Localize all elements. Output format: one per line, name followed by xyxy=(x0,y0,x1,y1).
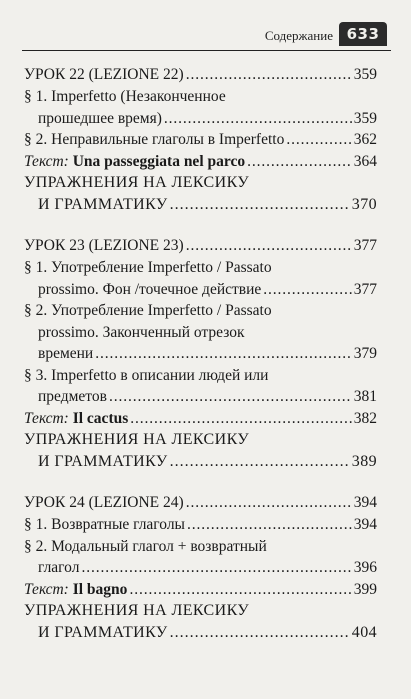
section-entry-last-line xyxy=(24,557,377,579)
section-entry-text: глагол xyxy=(38,559,80,576)
section-entry-text: § 2. Неправильные глаголы в Imperfetto xyxy=(24,131,285,148)
section-entry-last-line xyxy=(24,343,377,365)
exercise-line xyxy=(24,600,377,622)
exercise-page: 370 xyxy=(351,195,377,213)
text-name: Il bagno xyxy=(72,580,128,598)
lesson-heading-page: 377 xyxy=(353,237,377,254)
exercise-page: 389 xyxy=(351,452,377,470)
exercise-text: УПРАЖНЕНИЯ НА ЛЕКСИКУ xyxy=(24,431,250,448)
section-entry-last-line xyxy=(24,129,377,151)
leader-dots xyxy=(186,64,352,86)
section-entry-line: § 3. Imperfetto в описании людей или xyxy=(24,366,269,384)
text-name: Il cactus xyxy=(72,409,129,427)
section-entry-page: 377 xyxy=(353,280,377,298)
exercise-page: 404 xyxy=(351,623,377,641)
text-entry-title xyxy=(24,151,245,173)
lesson-heading-label: УРОК 22 (LEZIONE 22) xyxy=(24,66,184,83)
section-entry-line: § 1. Употребление Imperfetto / Passato xyxy=(24,259,272,276)
leader-dots xyxy=(187,514,352,536)
section-entry[interactable] xyxy=(24,514,377,536)
section-entry[interactable] xyxy=(24,86,377,129)
exercise-line xyxy=(24,429,377,451)
page-number-badge: 633 xyxy=(339,22,387,46)
text-entry[interactable] xyxy=(24,408,377,430)
leader-dots xyxy=(263,279,351,301)
section-entry-text: § 1. Возвратные глаголы xyxy=(24,516,185,533)
section-entry[interactable] xyxy=(24,257,377,300)
exercise-text: УПРАЖНЕНИЯ НА ЛЕКСИКУ xyxy=(24,602,250,619)
section-entry[interactable] xyxy=(24,365,377,408)
exercise-text: И ГРАММАТИКУ xyxy=(38,623,168,641)
section-entry[interactable] xyxy=(24,300,377,365)
section-entry-last-line xyxy=(24,279,377,301)
text-entry-page: 382 xyxy=(353,409,377,427)
lesson-heading-page: 359 xyxy=(353,66,377,83)
lesson-heading-label: УРОК 23 (LEZIONE 23) xyxy=(24,237,184,254)
leader-dots xyxy=(130,408,351,430)
page-header xyxy=(22,22,391,51)
section-entry-text: времени xyxy=(38,345,94,362)
section-entry-text: prossimo. Фон /точечное действие xyxy=(38,280,262,298)
exercise-text: И ГРАММАТИКУ xyxy=(38,452,168,470)
leader-dots xyxy=(186,235,352,257)
lesson-section xyxy=(24,492,377,643)
leader-dots xyxy=(170,194,350,216)
section-entry-page: 396 xyxy=(353,559,377,576)
leader-dots xyxy=(170,451,350,473)
section-entry[interactable] xyxy=(24,129,377,151)
text-entry-page: 364 xyxy=(353,152,377,170)
section-entry[interactable] xyxy=(24,536,377,579)
lesson-section xyxy=(24,235,377,472)
text-entry-page: 399 xyxy=(353,580,377,598)
exercise-text: УПРАЖНЕНИЯ НА ЛЕКСИКУ xyxy=(24,174,250,191)
section-entry-line: § 1. Imperfetto (Незаконченное xyxy=(24,88,226,105)
exercise-text: И ГРАММАТИКУ xyxy=(38,195,168,213)
leader-dots xyxy=(109,386,352,408)
exercise-last-line xyxy=(24,451,377,473)
section-entry-text: предметов xyxy=(38,388,107,405)
exercise-line xyxy=(24,172,377,194)
table-of-contents xyxy=(24,64,377,663)
section-entry-page: 394 xyxy=(353,516,377,533)
leader-dots xyxy=(186,492,352,514)
leader-dots xyxy=(286,129,351,151)
lesson-heading[interactable] xyxy=(24,492,377,514)
text-entry[interactable] xyxy=(24,151,377,173)
lesson-heading[interactable] xyxy=(24,64,377,86)
exercise-entry[interactable] xyxy=(24,172,377,215)
exercise-entry[interactable] xyxy=(24,429,377,472)
section-entry-page: 362 xyxy=(353,131,377,148)
leader-dots xyxy=(95,343,352,365)
section-entry-page: 379 xyxy=(353,345,377,362)
text-entry[interactable] xyxy=(24,579,377,601)
exercise-entry[interactable] xyxy=(24,600,377,643)
text-entry-title xyxy=(24,579,127,601)
exercise-last-line xyxy=(24,622,377,644)
leader-dots xyxy=(81,557,351,579)
section-entry-page: 381 xyxy=(353,388,377,405)
lesson-section xyxy=(24,64,377,215)
section-entry-text: прошедшее время) xyxy=(38,109,162,127)
section-entry-line: § 2. Модальный глагол + возвратный xyxy=(24,537,267,555)
lesson-heading-label: УРОК 24 (LEZIONE 24) xyxy=(24,494,184,511)
leader-dots xyxy=(164,108,352,130)
section-entry-line: prossimo. Законченный отрезок xyxy=(38,323,245,341)
section-entry-last-line xyxy=(24,514,377,536)
text-entry-title xyxy=(24,408,128,430)
section-entry-last-line xyxy=(24,108,377,130)
lesson-heading[interactable] xyxy=(24,235,377,257)
text-name: Una passeggiata nel parco xyxy=(72,152,246,170)
header-title: Содержание xyxy=(264,28,333,43)
section-entry-page: 359 xyxy=(353,109,377,127)
section-entry-line: § 2. Употребление Imperfetto / Passato xyxy=(24,302,272,319)
leader-dots xyxy=(170,622,350,644)
leader-dots xyxy=(129,579,351,601)
text-label: Текст: xyxy=(24,152,69,170)
section-entry-last-line xyxy=(24,386,377,408)
text-label: Текст: xyxy=(24,580,69,598)
lesson-heading-page: 394 xyxy=(353,494,377,511)
text-label: Текст: xyxy=(24,409,69,427)
exercise-last-line xyxy=(24,194,377,216)
leader-dots xyxy=(247,151,352,173)
